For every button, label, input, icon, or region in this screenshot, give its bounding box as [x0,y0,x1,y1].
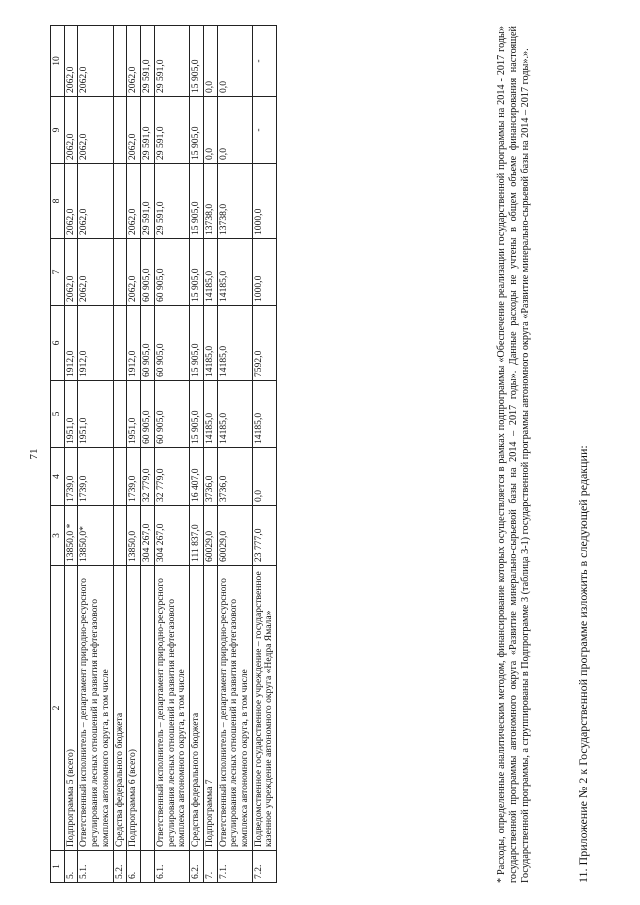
value-cell: 1739,0 [64,448,78,506]
value-cell: 1912,0 [64,306,78,381]
value-cell: 29 591,0 [154,26,189,97]
value-cell: 29 591,0 [141,26,155,97]
value-cell: 60 905,0 [141,306,155,381]
item-11-text: 11. Приложение № 2 к Государственной программе изложить в следующей редакции: [576,445,590,883]
value-cell: 60 905,0 [141,239,155,306]
document-page [20,13,620,893]
column-header: 8 [51,164,65,239]
column-header: 6 [51,306,65,381]
value-cell: 15 905,0 [190,164,204,239]
value-cell: 0,0 [217,97,252,164]
row-number-cell: 7. [203,851,217,883]
value-cell: 32 779,0 [141,448,155,506]
page-number: 71 [28,448,40,460]
value-cell: 15 905,0 [190,239,204,306]
row-label-cell: Подведомственное государственное учреждение – государственное казенное учреждение автономного округа «Недра Ямала» [252,566,276,851]
column-header: 3 [51,506,65,566]
value-cell: 60 905,0 [141,381,155,448]
row-label-cell: Подпрограмма 7 [203,566,217,851]
value-cell: 2062,0 [78,26,113,97]
column-header: 4 [51,448,65,506]
row-label-cell [141,566,155,851]
value-cell: 14185,0 [217,381,252,448]
value-cell: 60 905,0 [154,239,189,306]
table-row [203,26,217,883]
value-cell: 1951,0 [127,381,141,448]
value-cell: 2062,0 [78,97,113,164]
value-cell: 1739,0 [78,448,113,506]
value-cell: 1912,0 [78,306,113,381]
value-cell: 29 591,0 [154,97,189,164]
value-cell [113,506,127,566]
value-cell: - [252,26,276,97]
value-cell: 2062,0 [78,239,113,306]
value-cell: 13738,0 [203,164,217,239]
value-cell: 23 777,0 [252,506,276,566]
column-header: 1 [51,851,65,883]
row-label-cell: Подпрограмма 6 (всего) [127,566,141,851]
value-cell [113,381,127,448]
row-number-cell: 5.1. [78,851,113,883]
budget-table [50,25,277,883]
value-cell: 14185,0 [203,381,217,448]
value-cell: 2062,0 [64,26,78,97]
value-cell [113,26,127,97]
value-cell: 14185,0 [203,306,217,381]
value-cell: 13850,0 [127,506,141,566]
value-cell: 3736,0 [203,448,217,506]
column-header: 2 [51,566,65,851]
table-row [127,26,141,883]
value-cell: 60029,0 [203,506,217,566]
row-number-cell: 6.1. [154,851,189,883]
value-cell [113,97,127,164]
value-cell: 2062,0 [127,26,141,97]
value-cell: 3736,0 [217,448,252,506]
value-cell: 32 779,0 [154,448,189,506]
value-cell: 2062,0 [127,164,141,239]
column-header: 10 [51,26,65,97]
value-cell: 15 905,0 [190,97,204,164]
value-cell: 1951,0 [64,381,78,448]
value-cell: 2062,0 [127,97,141,164]
value-cell: 60029,0 [217,506,252,566]
value-cell: 29 591,0 [141,97,155,164]
value-cell: 304 267,0 [154,506,189,566]
row-label-cell: Средства федерального бюджета [113,566,127,851]
table-row [78,26,113,883]
value-cell: 14185,0 [217,306,252,381]
value-cell: 15 905,0 [190,381,204,448]
row-label-cell: Средства федерального бюджета [190,566,204,851]
row-number-cell: 7.2. [252,851,276,883]
row-number-cell: 6.2. [190,851,204,883]
value-cell: 2062,0 [78,164,113,239]
value-cell [113,239,127,306]
value-cell [113,448,127,506]
table-row [252,26,276,883]
value-cell: 14185,0 [203,239,217,306]
value-cell: 13850,0* [78,506,113,566]
value-cell: 1000,0 [252,164,276,239]
table-row [64,26,78,883]
value-cell: 2062,0 [64,164,78,239]
row-number-cell [141,851,155,883]
table-row [154,26,189,883]
footnote: * Расходы, определенные аналитическим методом, финансирование которых осуществляется в рамках подпрограммы «Обеспечение реализации государственной программы на 2014 - 2017 годы» государственной программы автономного округа «Развитие минерально-сырьевой базы на 2014 – 2017 годы». Данные расходы не учтены в общем объеме финансирования настоящей Государственной программы, а сгруппированы в Подпрограмме 3 (таблица 3-1) государственной программы автономного округа «Развитие минерально-сырьевой базы на 2014 – 2017 годы».». [496,26,532,883]
table-row [217,26,252,883]
value-cell: 2062,0 [127,239,141,306]
value-cell: 2062,0 [64,239,78,306]
value-cell: 60 905,0 [154,306,189,381]
column-header: 9 [51,97,65,164]
value-cell [113,306,127,381]
value-cell: 2062,0 [64,97,78,164]
value-cell: 1951,0 [78,381,113,448]
table-header [51,26,65,883]
table-row [113,26,127,883]
value-cell: 111 837,0 [190,506,204,566]
value-cell [113,164,127,239]
value-cell: 7592,0 [252,306,276,381]
table-row [190,26,204,883]
value-cell: 29 591,0 [154,164,189,239]
value-cell: 14185,0 [217,239,252,306]
value-cell: 15 905,0 [190,26,204,97]
table-header-row [51,26,65,883]
value-cell: 16 407,0 [190,448,204,506]
value-cell: 29 591,0 [141,164,155,239]
value-cell: 1912,0 [127,306,141,381]
row-label-cell: Ответственный исполнитель – департамент природно-ресурсного регулирования лесных отношений и развития нефтегазового комплекса автономного округа, в том числе [154,566,189,851]
value-cell: 0,0 [217,26,252,97]
value-cell: 15 905,0 [190,306,204,381]
table-row [141,26,155,883]
value-cell: - [252,97,276,164]
table-body [64,26,276,883]
row-label-cell: Ответственный исполнитель – департамент природно-ресурсного регулирования лесных отношений и развития нефтегазового комплекса автономного округа, в том числе [78,566,113,851]
value-cell: 14185,0 [252,381,276,448]
column-header: 7 [51,239,65,306]
row-number-cell: 5. [64,851,78,883]
value-cell: 304 267,0 [141,506,155,566]
value-cell: 0,0 [203,26,217,97]
row-number-cell: 6. [127,851,141,883]
column-header: 5 [51,381,65,448]
row-number-cell: 5.2. [113,851,127,883]
value-cell: 1000,0 [252,239,276,306]
value-cell: 13850,0 * [64,506,78,566]
value-cell: 1739,0 [127,448,141,506]
row-label-cell: Подпрограмма 5 (всего) [64,566,78,851]
row-number-cell: 7.1. [217,851,252,883]
row-label-cell: Ответственный исполнитель – департамент природно-ресурсного регулирования лесных отношений и развития нефтегазового комплекса автономного округа, в том числе [217,566,252,851]
value-cell: 0,0 [203,97,217,164]
value-cell: 0,0 [252,448,276,506]
value-cell: 13738,0 [217,164,252,239]
value-cell: 60 905,0 [154,381,189,448]
